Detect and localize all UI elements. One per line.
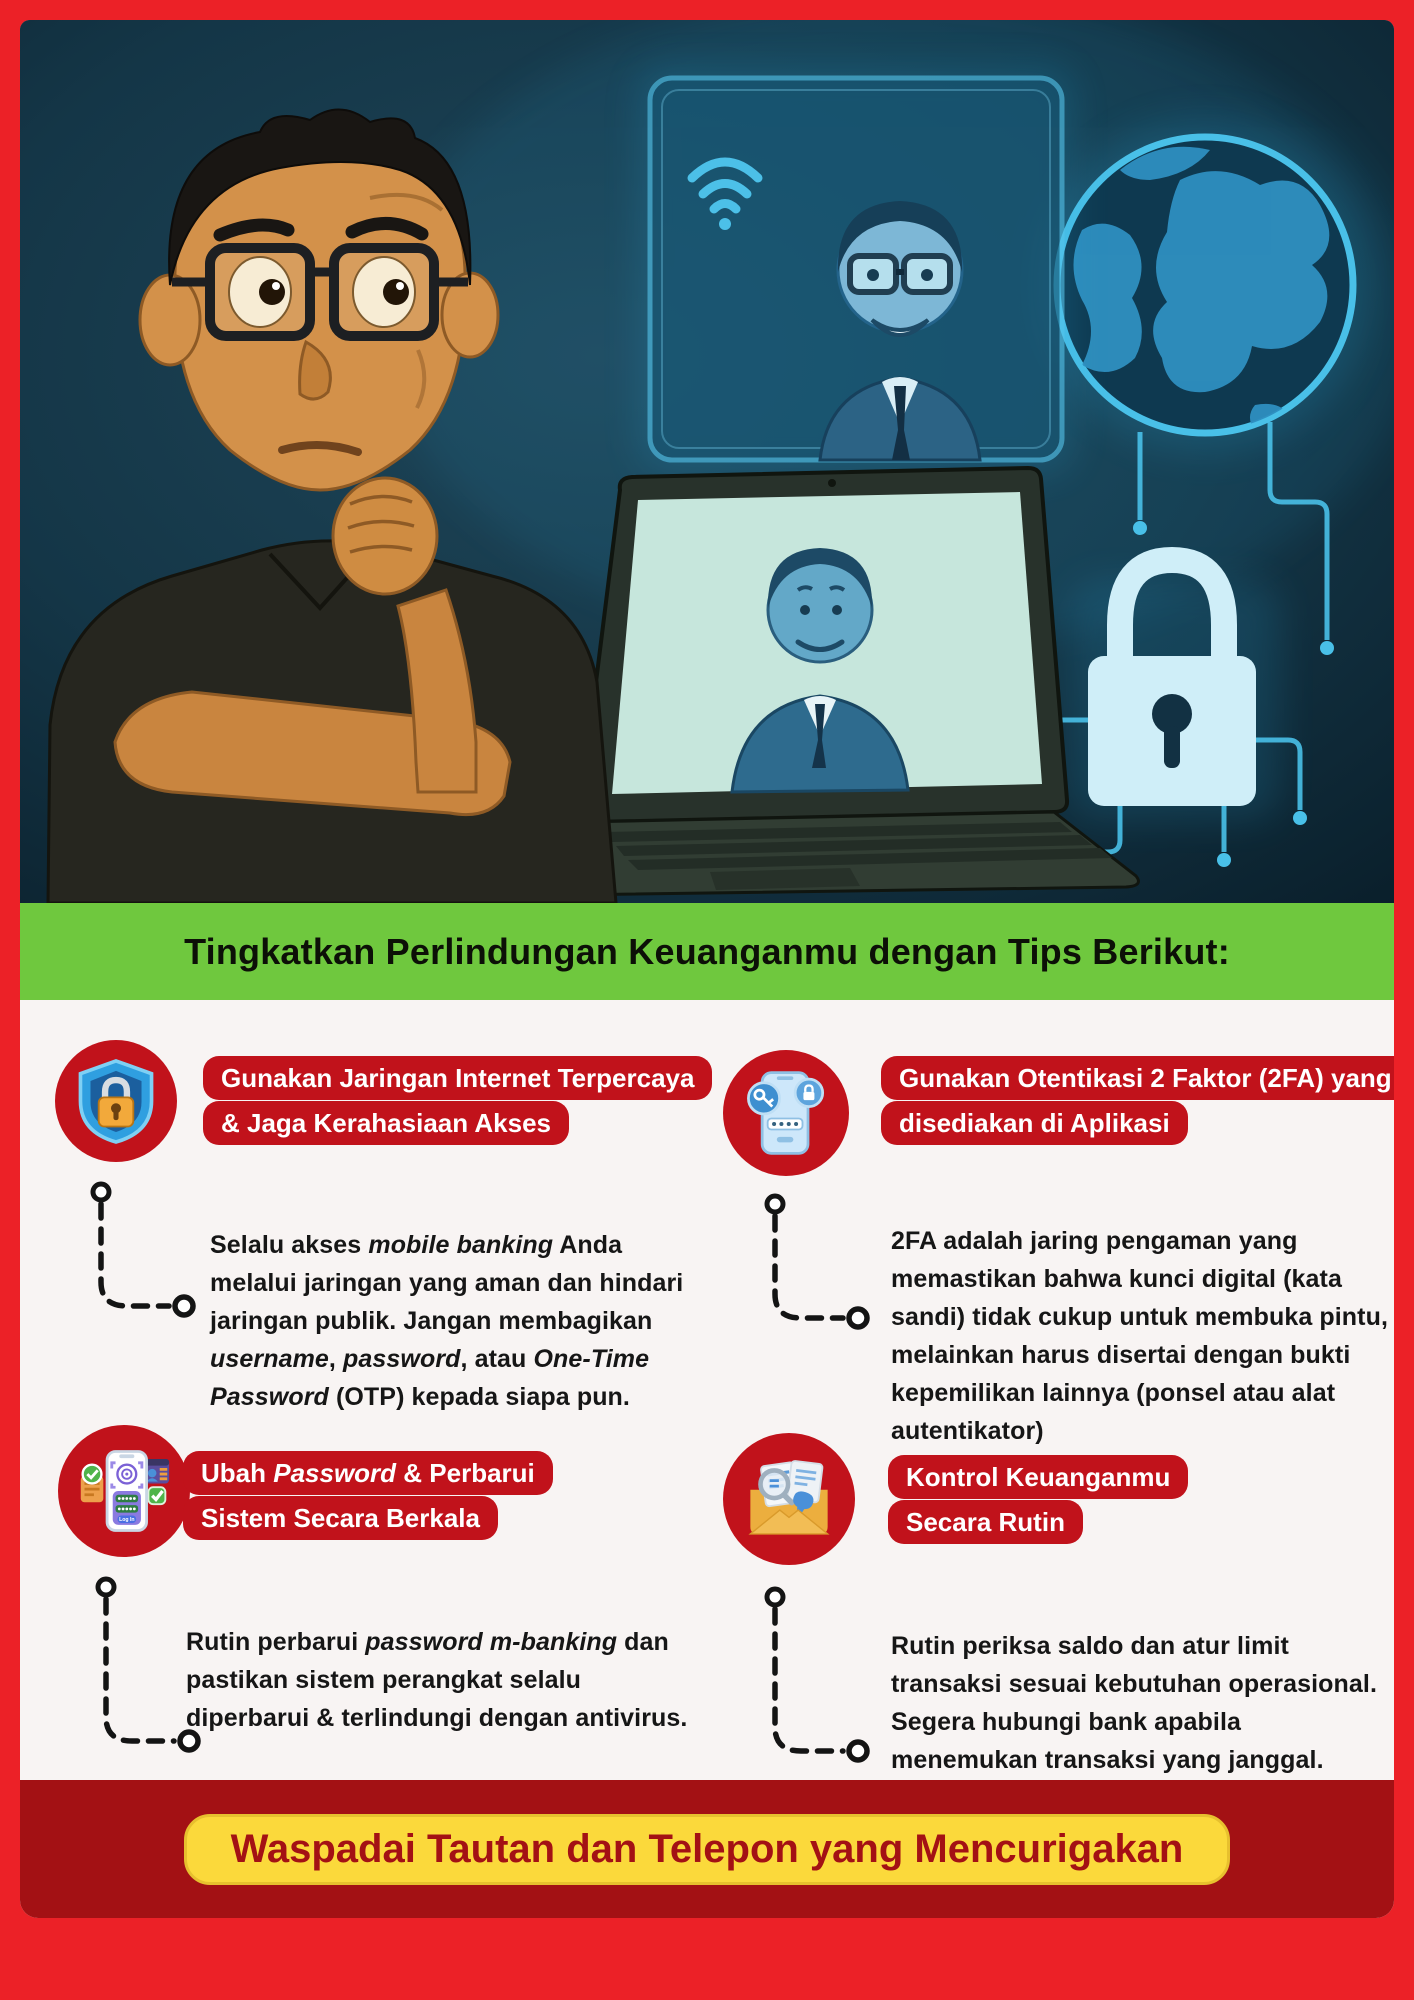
tips-section (20, 1000, 1394, 1780)
tip-card-3 (58, 1425, 703, 1775)
tip-card-4 (723, 1425, 1388, 1775)
hero-scene (20, 20, 1394, 903)
video-call-screen (638, 66, 1074, 472)
phone-password-icon (58, 1425, 190, 1557)
svg-text:Log In: Log In (119, 1517, 135, 1524)
dotted-connector (83, 1178, 213, 1346)
tip-card-1 (55, 1040, 700, 1425)
infographic-card (20, 20, 1394, 1918)
warning-banner (184, 1814, 1231, 1885)
warning-text: Waspadai Tautan dan Telepon yang Mencurigakan (230, 1826, 1184, 1871)
tip-body: Selalu akses mobile banking Anda melalui jaringan yang aman dan hindari jaringan publik. Jangan membagikan username, password, atau One-Time Password (OTP) kepada siapa pun. (210, 1231, 684, 1411)
tip-body: Rutin perbarui password m-banking dan pastikan sistem perangkat selalu diperbarui & terlindungi dengan antivirus. (186, 1628, 688, 1732)
tip-title: Gunakan Jaringan Internet Terpercaya & Jaga Kerahasiaan Akses (203, 1056, 712, 1145)
mail-audit-icon (723, 1433, 855, 1565)
tip-title: Kontrol Keuanganmu Secara Rutin (888, 1455, 1188, 1544)
hero-illustration (20, 20, 1394, 903)
shield-lock-icon (55, 1040, 177, 1162)
phone-2fa-icon (723, 1050, 849, 1176)
dotted-connector (757, 1583, 887, 1791)
tip-title: Gunakan Otentikasi 2 Faktor (2FA) yang disediakan di Aplikasi (881, 1056, 1394, 1145)
section-title-banner (20, 903, 1394, 1000)
tip-title: Ubah Password & Perbarui Sistem Secara Berkala (183, 1451, 553, 1540)
banner-title: Tingkatkan Perlindungan Keuanganmu dengan Tips Berikut: (184, 930, 1230, 972)
tip-card-2 (723, 1040, 1392, 1445)
footer (20, 1780, 1394, 1918)
dotted-connector (757, 1190, 887, 1358)
tip-body: Rutin periksa saldo dan atur limit transaksi sesuai kebutuhan operasional. Segera hubungi bank apabila menemukan transaksi yang janggal. (891, 1632, 1378, 1774)
tip-body: 2FA adalah jaring pengaman yang memastikan bahwa kunci digital (kata sandi) tidak cukup untuk membuka pintu, melainkan harus disertai dengan bukti kepemilikan lainnya (ponsel atau alat autentikator) (891, 1227, 1389, 1445)
